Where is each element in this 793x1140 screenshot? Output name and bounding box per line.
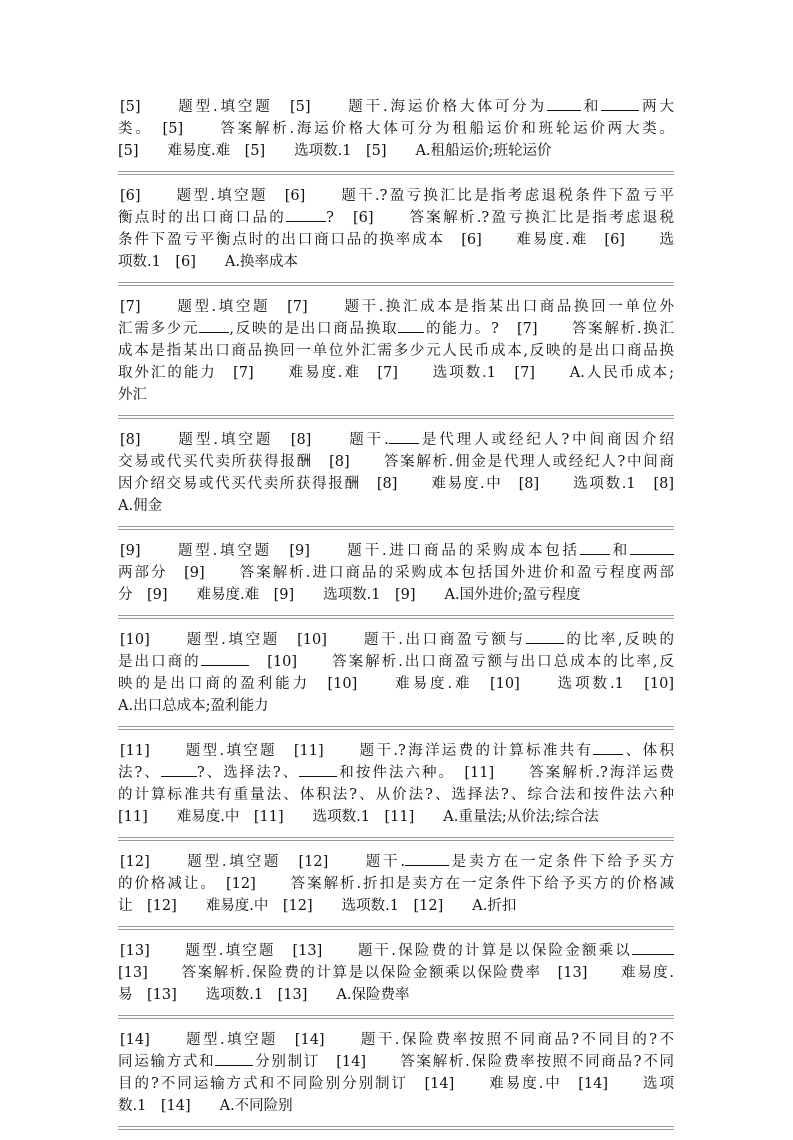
question-text: 取外汇的能力 [7] 难易度.难 [7] 选项数.1 [7] A.人民币成本; [118,365,674,381]
fill-in-blank [199,318,229,333]
question-block [118,1029,674,1117]
question-line [118,962,674,984]
question-text: 汇需多少元 [118,321,200,337]
separator-line [118,171,674,175]
question-text: [7] 题型.填空题 [7] 题干.换汇成本是指某出口商品换回一单位外 [120,299,674,315]
fill-in-blank [547,96,581,111]
question-text: 易 [13] 选项数.1 [13] A.保险费率 [118,987,410,1003]
separator-line [118,615,674,619]
fill-in-blank [389,429,419,444]
question-line [118,229,674,251]
separator-line [118,926,674,930]
question-text: [12] 题型.填空题 [12] 题干. [120,854,405,870]
question-text: [10] 答案解析.出口商盈亏额与出口总成本的比率,反 [248,654,674,670]
question-text: 外汇 [118,387,147,403]
question-block [118,940,674,1006]
question-line [118,562,674,584]
question-text: 分别制订 [14] 答案解析.保险费率按照不同商品?不同 [253,1054,674,1070]
question-line [118,296,674,318]
question-text: [14] 题型.填空题 [14] 题干.保险费率按照不同商品?不同目的?不 [120,1032,674,1048]
question-block [118,296,674,406]
question-block [118,851,674,917]
question-text: [6] 题型.填空题 [6] 题干.?盈亏换汇比是指考虑退税条件下盈亏平 [120,188,674,204]
question-text: 分 [9] 难易度.难 [9] 选项数.1 [9] A.国外进价;盈亏程度 [118,587,581,603]
question-line [118,695,674,717]
question-line [118,984,674,1006]
question-line [118,1095,674,1117]
separator-line [118,726,674,730]
question-text: 是出口商的 [118,654,201,670]
question-line [118,362,674,384]
fill-in-blank [286,207,326,222]
question-text: 、体积 [623,743,674,759]
question-text: A.佣金 [118,498,163,514]
question-line [118,429,674,451]
question-text: 让 [12] 难易度.中 [12] 选项数.1 [12] A.折扣 [118,898,517,914]
separator-line [118,526,674,530]
question-text: 是代理人或经纪人?中间商因介绍 [418,432,674,448]
question-text: 的计算标准共有重量法、体积法?、从价法?、选择法?、综合法和按件法六种 [118,787,674,803]
fill-in-blank [215,1051,253,1066]
question-line [118,318,674,340]
question-line [118,762,674,784]
question-text: 成本是指某出口商品换回一单位外汇需多少元人民币成本,反映的是出口商品换 [118,343,674,359]
question-line [118,584,674,606]
question-text: 和按件法六种。 [11] 答案解析.?海洋运费 [337,765,674,781]
question-line [118,251,674,273]
question-text: 和 [580,99,602,115]
fill-in-blank [632,940,674,955]
question-line [118,851,674,873]
question-line [118,673,674,695]
separator-line [118,837,674,841]
question-text: 法?、 [118,765,161,781]
fill-in-blank [526,629,564,644]
question-text: ?、选择法?、 [196,765,300,781]
question-text: [13] 答案解析.保险费的计算是以保险金额乘以保险费率 [13] 难易度. [118,965,674,981]
question-line [118,384,674,406]
question-line [118,96,674,118]
question-text: [5] 题型.填空题 [5] 题干.海运价格大体可分为 [120,99,547,115]
question-text: 的价格减让。 [12] 答案解析.折扣是卖方在一定条件下给予买方的价格减 [118,876,674,892]
question-text: [11] 题型.填空题 [11] 题干.?海洋运费的计算标准共有 [120,743,594,759]
question-line [118,1073,674,1095]
question-line [118,540,674,562]
fill-in-blank [161,762,197,777]
question-text: 的能力。? [7] 答案解析.换汇 [424,321,674,337]
question-text: 项数.1 [6] A.换率成本 [118,254,298,270]
fill-in-blank [580,540,610,555]
separator-line [118,1126,674,1130]
separator-line [118,415,674,419]
question-block [118,429,674,517]
question-text: 两部分 [9] 答案解析.进口商品的采购成本包括国外进价和盈亏程度两部 [118,565,674,581]
question-text: [9] 题型.填空题 [9] 题干.进口商品的采购成本包括 [120,543,580,559]
question-text: 数.1 [14] A.不同险别 [118,1098,293,1114]
question-block [118,96,674,162]
question-text: 映的是出口商的盈利能力 [10] 难易度.难 [10] 选项数.1 [10] [118,676,674,692]
fill-in-blank [405,851,449,866]
fill-in-blank [201,651,249,666]
fill-in-blank [593,740,623,755]
question-block [118,740,674,828]
question-block [118,629,674,717]
question-text: 两大 [639,99,674,115]
question-text: 是卖方在一定条件下给予买方 [448,854,674,870]
question-text: 同运输方式和 [118,1054,216,1070]
question-line [118,451,674,473]
separator-line [118,1015,674,1019]
question-text: 交易或代买代卖所获得报酬 [8] 答案解析.佣金是代理人或经纪人?中间商 [118,454,674,470]
question-text: [13] 题型.填空题 [13] 题干.保险费的计算是以保险金额乘以 [120,943,632,959]
question-text: 的比率,反映的 [563,632,674,648]
question-text: 条件下盈亏平衡点时的出口商口品的换率成本 [6] 难易度.难 [6] 选 [118,232,674,248]
question-text: 和 [609,543,631,559]
question-text: [10] 题型.填空题 [10] 题干.出口商盈亏额与 [120,632,526,648]
fill-in-blank [299,762,337,777]
question-text: 目的?不同运输方式和不同险别分别制订 [14] 难易度.中 [14] 选项 [118,1076,674,1092]
question-line [118,340,674,362]
question-line [118,473,674,495]
question-line [118,495,674,517]
question-block [118,185,674,273]
question-text: ? [6] 答案解析.?盈亏换汇比是指考虑退税 [326,210,674,226]
question-text: 因介绍交易或代买代卖所获得报酬 [8] 难易度.中 [8] 选项数.1 [8] [118,476,674,492]
question-line [118,873,674,895]
question-line [118,895,674,917]
question-line [118,185,674,207]
fill-in-blank [630,540,674,555]
question-line [118,629,674,651]
question-line [118,784,674,806]
question-text: [8] 题型.填空题 [8] 题干. [120,432,389,448]
question-line [118,1051,674,1073]
question-line [118,140,674,162]
separator-line [118,282,674,286]
question-text: [5] 难易度.难 [5] 选项数.1 [5] A.租船运价;班轮运价 [118,143,552,159]
question-line [118,651,674,673]
question-line [118,740,674,762]
question-text: 类。 [5] 答案解析.海运价格大体可分为租船运价和班轮运价两大类。 [118,121,674,137]
fill-in-blank [398,318,424,333]
question-line [118,207,674,229]
document-page [118,96,674,1140]
fill-in-blank [601,96,639,111]
question-block [118,540,674,606]
question-text: ,反映的是出口商品换取 [229,321,399,337]
question-line [118,118,674,140]
question-text: [11] 难易度.中 [11] 选项数.1 [11] A.重量法;从价法;综合法 [118,809,599,825]
question-text: 衡点时的出口商口品的 [118,210,287,226]
question-line [118,1029,674,1051]
question-text: A.出口总成本;盈利能力 [118,698,269,714]
question-line [118,940,674,962]
question-line [118,806,674,828]
